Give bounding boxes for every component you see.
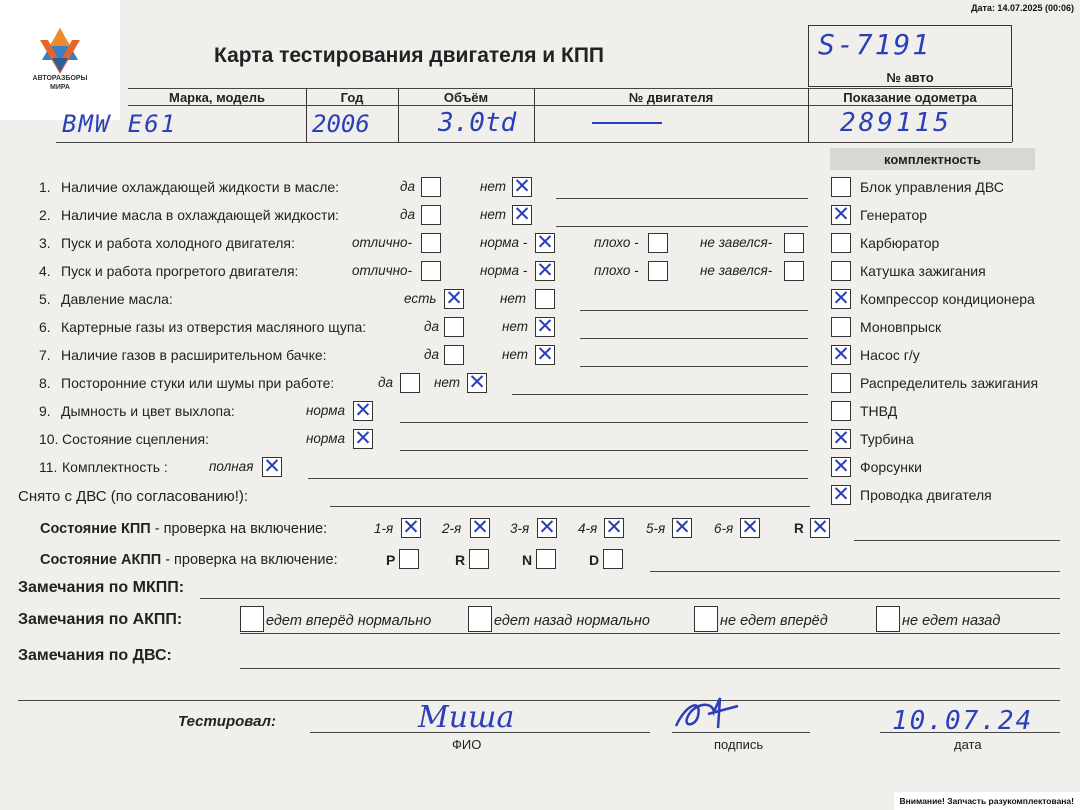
completeness-item-1: Блок управления ДВС [860, 179, 1004, 195]
completeness-item-6: Моновпрыск [860, 319, 942, 335]
completeness-checkbox-8[interactable] [831, 373, 851, 393]
kpp-gear-5-label: 5-я [646, 521, 666, 536]
completeness-checkbox-1[interactable] [831, 177, 851, 197]
akpp-note-option-1-label: едет вперёд нормально [266, 613, 432, 629]
check-row-11-label: Комплектность : [62, 459, 168, 475]
check-row-3-option-2-checkbox-mark: ✕ [536, 230, 554, 254]
completeness-item-12: Проводка двигателя [860, 487, 992, 503]
completeness-title: комплектность [884, 152, 981, 167]
akpp-note-option-3-checkbox[interactable] [694, 606, 718, 632]
check-row-5-number: 5. [39, 291, 51, 307]
col-year-header: Год [340, 90, 364, 105]
check-row-5-note-line [580, 310, 808, 311]
check-row-7-option-2-label: нет [502, 347, 529, 362]
kpp-gear-7-label: R [794, 521, 804, 536]
check-row-6-number: 6. [39, 319, 51, 335]
test-date-value: 10.07.24 [892, 706, 1034, 736]
kpp-gear-4-label: 4-я [578, 521, 598, 536]
kpp-label: Состояние КПП - проверка на включение: [40, 521, 328, 537]
akpp-mode-3-label: N [522, 552, 533, 568]
check-row-9-label: Дымность и цвет выхлопа: [61, 403, 235, 419]
check-row-10-number: 10. [39, 431, 59, 447]
check-row-11-note-line [308, 478, 808, 479]
check-row-3-option-4-checkbox[interactable] [784, 233, 804, 253]
check-row-2-option-1-label: да [400, 207, 415, 222]
check-row-9-note-line [400, 422, 808, 423]
akpp-mode-2-checkbox[interactable] [469, 549, 489, 569]
check-row-3-option-3-label: плохо - [594, 235, 639, 250]
check-row-8-option-1-label: да [378, 375, 393, 390]
check-row-3-option-1-checkbox[interactable] [421, 233, 441, 253]
akpp-mode-4-label: D [589, 552, 600, 568]
check-row-4-number: 4. [39, 263, 51, 279]
check-row-3-option-1-label: отлично- [352, 235, 412, 250]
check-row-2-option-2-checkbox-mark: ✕ [513, 202, 531, 226]
completeness-item-7: Насос г/у [860, 347, 920, 363]
check-row-7-number: 7. [39, 347, 51, 363]
akpp-label: Состояние АКПП - проверка на включение: [40, 552, 338, 568]
check-row-2-number: 2. [39, 207, 51, 223]
check-row-7-option-1-label: да [424, 347, 439, 362]
check-row-4-option-4-checkbox[interactable] [784, 261, 804, 281]
signature-label: подпись [714, 737, 764, 752]
check-row-2-note-line [556, 226, 808, 227]
col-volume-header: Объём [443, 90, 489, 105]
check-row-2-label: Наличие масла в охлаждающей жидкости: [61, 207, 340, 223]
completeness-checkbox-2-mark: ✕ [832, 202, 850, 226]
kpp-gear-6-checkbox-mark: ✕ [741, 515, 759, 539]
completeness-checkbox-11-mark: ✕ [832, 454, 850, 478]
completeness-item-9: ТНВД [860, 403, 898, 419]
check-row-7-option-1-checkbox[interactable] [444, 345, 464, 365]
kpp-gear-4-checkbox-mark: ✕ [605, 515, 623, 539]
check-row-7-note-line [580, 366, 808, 367]
completeness-checkbox-10-mark: ✕ [832, 426, 850, 450]
kpp-gear-7-checkbox-mark: ✕ [811, 515, 829, 539]
kpp-gear-1-checkbox-mark: ✕ [402, 515, 420, 539]
fio-label: ФИО [452, 737, 482, 752]
kpp-gear-5-checkbox-mark: ✕ [673, 515, 691, 539]
check-row-2-option-1-checkbox[interactable] [421, 205, 441, 225]
check-row-5-option-2-label: нет [500, 291, 527, 306]
page-title: Карта тестирования двигателя и КПП [214, 44, 605, 67]
col-make-header: Марка, модель [168, 90, 266, 105]
check-row-10-option-1-checkbox-mark: ✕ [354, 426, 372, 450]
check-row-4-option-2-label: норма - [480, 263, 528, 278]
check-row-4-option-2-checkbox-mark: ✕ [536, 258, 554, 282]
akpp-note-option-4-checkbox[interactable] [876, 606, 900, 632]
check-row-3-number: 3. [39, 235, 51, 251]
akpp-note-option-2-label: едет назад нормально [494, 613, 650, 629]
logo-line2: МИРА [50, 84, 70, 91]
check-row-1-option-2-checkbox-mark: ✕ [513, 174, 531, 198]
check-row-4-option-1-label: отлично- [352, 263, 412, 278]
kpp-gear-2-label: 2-я [442, 521, 462, 536]
volume-value: 3.0td [438, 108, 517, 138]
completeness-checkbox-4[interactable] [831, 261, 851, 281]
completeness-item-2: Генератор [860, 207, 928, 223]
check-row-1-label: Наличие охлаждающей жидкости в масле: [61, 179, 340, 195]
check-row-4-option-3-checkbox[interactable] [648, 261, 668, 281]
check-row-6-option-2-label: нет [502, 319, 529, 334]
kpp-gear-2-checkbox-mark: ✕ [471, 515, 489, 539]
akpp-mode-4-checkbox[interactable] [603, 549, 623, 569]
signature-mark [668, 694, 748, 734]
check-row-10-note-line [400, 450, 808, 451]
completeness-item-10: Турбина [860, 431, 914, 447]
akpp-mode-2-label: R [455, 552, 466, 568]
check-row-11-option-1-label: полная [209, 459, 254, 474]
check-row-2-option-2-label: нет [480, 207, 507, 222]
akpp-mode-1-checkbox[interactable] [399, 549, 419, 569]
odometer-value: 289115 [840, 108, 952, 138]
completeness-item-5: Компрессор кондиционера [860, 291, 1035, 307]
completeness-checkbox-6[interactable] [831, 317, 851, 337]
year-value: 2006 [312, 110, 370, 138]
check-row-3-label: Пуск и работа холодного двигателя: [61, 235, 295, 251]
check-row-5-option-2-checkbox[interactable] [535, 289, 555, 309]
completeness-checkbox-7-mark: ✕ [832, 342, 850, 366]
check-row-8-option-2-checkbox-mark: ✕ [468, 370, 486, 394]
logo-icon [0, 0, 120, 120]
make-value: BMW E61 [62, 110, 178, 138]
akpp-note-option-4-label: не едет назад [902, 613, 1001, 629]
check-row-9-number: 9. [39, 403, 51, 419]
kpp-gear-1-label: 1-я [374, 521, 394, 536]
completeness-item-3: Карбюратор [860, 235, 940, 251]
check-row-8-label: Посторонние стуки или шумы при работе: [61, 375, 335, 391]
engine-no-dash [592, 122, 662, 124]
check-row-1-note-line [556, 198, 808, 199]
check-row-3-option-4-label: не завелся- [700, 235, 773, 250]
check-row-8-number: 8. [39, 375, 51, 391]
akpp-mode-3-checkbox[interactable] [536, 549, 556, 569]
check-row-4-option-1-checkbox[interactable] [421, 261, 441, 281]
check-row-9-option-1-label: норма [306, 403, 346, 418]
car-number-label: № авто [886, 70, 934, 85]
completeness-item-8: Распределитель зажигания [860, 375, 1039, 391]
tested-label: Тестировал: [178, 713, 276, 730]
notes-akpp-label: Замечания по АКПП: [18, 611, 183, 628]
check-row-1-option-1-checkbox[interactable] [421, 177, 441, 197]
check-row-3-option-2-label: норма - [480, 235, 528, 250]
check-row-8-option-2-label: нет [434, 375, 461, 390]
check-row-8-option-1-checkbox[interactable] [400, 373, 420, 393]
check-row-11-option-1-checkbox-mark: ✕ [263, 454, 281, 478]
check-row-6-option-1-label: да [424, 319, 439, 334]
logo [0, 0, 120, 120]
completeness-checkbox-3[interactable] [831, 233, 851, 253]
check-row-10-option-1-label: норма [306, 431, 346, 446]
check-row-1-option-2-label: нет [480, 179, 507, 194]
car-number-value: S-7191 [818, 28, 932, 61]
completeness-checkbox-5-mark: ✕ [832, 286, 850, 310]
logo-line1: АВТОРАЗБОРЫ [32, 75, 88, 82]
check-row-3-option-3-checkbox[interactable] [648, 233, 668, 253]
akpp-note-option-2-checkbox[interactable] [468, 606, 492, 632]
check-row-6-label: Картерные газы из отверстия масляного щупа: [61, 319, 367, 335]
check-row-6-option-1-checkbox[interactable] [444, 317, 464, 337]
notes-dvs-label: Замечания по ДВС: [18, 647, 172, 664]
akpp-mode-1-label: P [386, 552, 396, 568]
col-engine-header: № двигателя [628, 90, 714, 105]
check-row-1-number: 1. [39, 179, 51, 195]
check-row-11-number: 11. [39, 459, 58, 475]
kpp-gear-3-checkbox-mark: ✕ [538, 515, 556, 539]
check-row-4-label: Пуск и работа прогретого двигателя: [61, 263, 299, 279]
notes-mkpp-label: Замечания по МКПП: [18, 579, 185, 596]
check-row-5-option-1-checkbox-mark: ✕ [445, 286, 463, 310]
footer-warning: Внимание! Запчасть разукомплектована! [894, 792, 1080, 810]
date-stamp: Дата: 14.07.2025 (00:06) [971, 3, 1074, 13]
check-row-5-option-1-label: есть [404, 291, 437, 306]
check-row-4-option-4-label: не завелся- [700, 263, 773, 278]
check-row-7-label: Наличие газов в расширительном бачке: [61, 347, 327, 363]
date-label: дата [954, 737, 982, 752]
check-row-6-note-line [580, 338, 808, 339]
kpp-gear-6-label: 6-я [714, 521, 734, 536]
check-row-7-option-2-checkbox-mark: ✕ [536, 342, 554, 366]
check-row-1-option-1-label: да [400, 179, 415, 194]
check-row-6-option-2-checkbox-mark: ✕ [536, 314, 554, 338]
completeness-item-4: Катушка зажигания [860, 263, 986, 279]
check-row-9-option-1-checkbox-mark: ✕ [354, 398, 372, 422]
col-odometer-header: Показание одометра [843, 90, 977, 105]
check-row-8-note-line [512, 394, 808, 395]
kpp-gear-3-label: 3-я [510, 521, 530, 536]
akpp-note-option-3-label: не едет вперёд [720, 613, 828, 629]
completeness-checkbox-12-mark: ✕ [832, 482, 850, 506]
completeness-checkbox-9[interactable] [831, 401, 851, 421]
check-row-5-label: Давление масла: [61, 291, 173, 307]
check-row-10-label: Состояние сцепления: [62, 431, 209, 447]
completeness-item-11: Форсунки [860, 459, 922, 475]
akpp-note-option-1-checkbox[interactable] [240, 606, 264, 632]
tester-name: Миша [418, 700, 515, 735]
check-row-4-option-3-label: плохо - [594, 263, 639, 278]
removed-label: Снято с ДВС (по согласованию!): [18, 488, 249, 505]
